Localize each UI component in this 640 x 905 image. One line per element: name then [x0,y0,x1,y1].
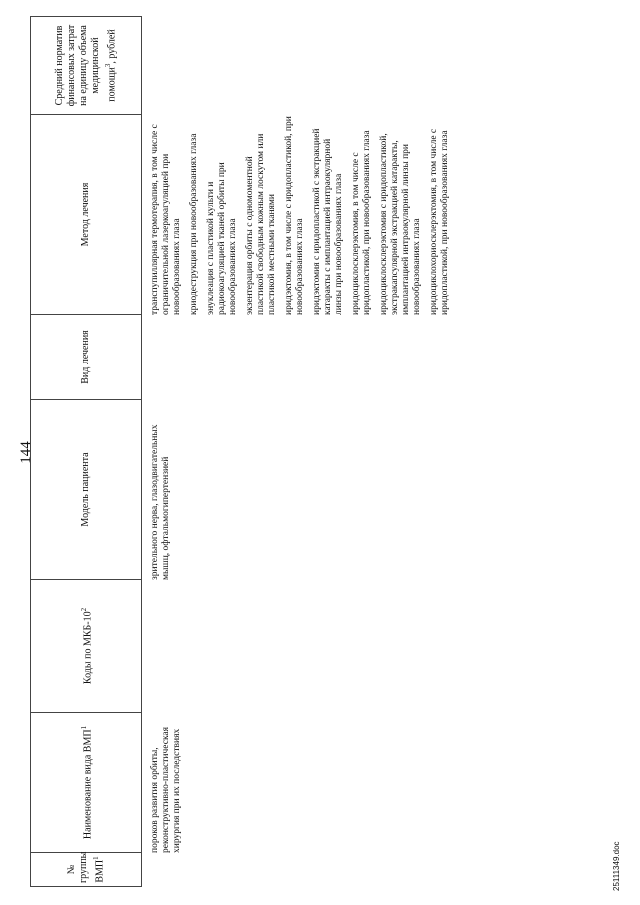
header-group: № группы ВМП$^1$ [31,853,142,887]
method-item: иридоциклосклерэктомия с иридопластикой, экстракапсулярной экстракцией катаракты, имплантацией интраокулярной линзы при новообразованиях глаза [379,133,422,315]
method-item: энуклеация с пластикой культи и радиокоагуляцией тканей орбиты при новообразованиях глаза [206,162,238,315]
page-number: 144 [18,441,34,464]
method-item: транспупиллярная термотерапия, в том числе с ограничительной лазеркоагуляцией при новообразованиях глаза [150,124,182,315]
header-model: Модель пациента [31,400,142,580]
method-list [150,115,457,315]
method-item: иридоциклосклерэктомия, в том числе с иридопластикой, при новообразованиях глаза [351,130,372,315]
vmp-name-cell: пороков развития орбиты, реконструктивно-пластическая хирургия при их последствиях [150,726,182,853]
header-cost: Средний норматив финансовых затрат на единицу объема медицинской помощи$^3$, рублей [31,17,142,115]
header-table [30,16,142,887]
header-method: Метод лечения [31,115,142,315]
method-item: криодеструкция при новообразованиях глаза [189,133,199,315]
header-codes: Коды по МКБ-$10^2$ [31,580,142,713]
patient-model-cell: зрительного нерва, глазодвигательных мышц, офтальмогипертензией [150,424,171,580]
header-kind: Вид лечения [31,315,142,400]
header-name: Наименование вида ВМП$^1$ [31,713,142,853]
method-item: иридоциклохориосклерэктомия, в том числе с иридопластикой, при новообразованиях глаза [429,128,450,315]
method-item: иридэктомия с иридопластикой с экстракцией катаракты с имплантацией интраокулярной линзы при новообразованиях глаза [312,128,344,315]
method-item: экзентерация орбиты с одномоментной пластикой свободным кожным лоскутом или пластикой местными тканями [245,133,277,315]
method-item: иридэктомия, в том числе с иридопластикой, при новообразованиях глаза [284,116,305,315]
document-filename: 25111349.doc [612,841,621,891]
